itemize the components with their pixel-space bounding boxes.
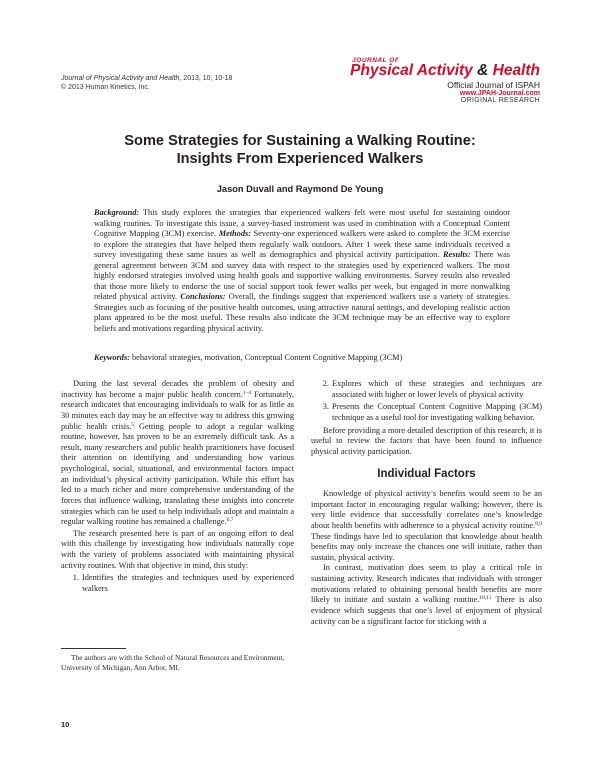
p5-text-a: In contrast, motivation does seem to play a critical role in sustaining activity. Research indicates that individuals with stronger motivations related to obtaining personal health benefits are more likely to initiate and sustain a walking routine. xyxy=(311,563,542,605)
results-text: There was general agreement between 3CM and survey data with respect to the strategies used by experienced walkers. The most highly endorsed strategies involved using health goals and supportive walking environments. Survey results also revealed that those more likely to endorse the use of social support took fewer walks per week, but engaged in more nonwalking related physical activity. xyxy=(94,250,511,301)
copyright: © 2013 Human Kinetics, Inc. xyxy=(61,84,150,91)
title-line-2: Insights From Experienced Walkers xyxy=(176,150,424,167)
intro-paragraph-2: The research presented here is part of an ongoing effort to deal with this challenge by investigating how individuals naturally cope with the variety of problems associated with maintaining physical activity routines. With that objective in mind, this study: xyxy=(61,528,294,570)
body-right-column xyxy=(311,379,542,627)
journal-citation xyxy=(61,74,232,92)
study-aims-list-continued xyxy=(311,379,542,424)
page-number: 10 xyxy=(61,720,70,729)
brand-main: Physical Activity xyxy=(350,62,473,79)
list-item: 3. Presents the Conceptual Content Cognitive Mapping (3CM) technique as a useful tool for investigating walking behavior. xyxy=(331,402,542,423)
article-section: ORIGINAL RESEARCH xyxy=(460,97,540,104)
body-left-column xyxy=(61,379,294,597)
p1-text-c: Getting people to adopt a regular walking routine, however, has proven to be an extremely difficult task. As a result, many researchers and public health practitioners have focused their attention on identifying and understanding how various psychological, social, situational, and environmental factors impact an individual’s physical activity participation. While this effort has led to a much richer and more comprehensive understanding of the forces that influence walking, translating these insights into concrete strategies which can be used to help individuals adopt and maintain a regular walking routine has remained a challenge. xyxy=(61,421,294,527)
brand-amp: & xyxy=(477,62,489,79)
citation-ref: 8,9 xyxy=(535,520,542,527)
transition-paragraph: Before providing a more detailed description of this research, it is useful to review the factors that have been found to influence physical activity participation. xyxy=(311,425,542,456)
list-item: 1. Identifies the strategies and techniques used by experienced walkers xyxy=(81,573,294,594)
methods-label: Methods: xyxy=(218,229,251,238)
motivation-paragraph xyxy=(311,563,542,627)
masthead-journal-of: JOURNAL OF xyxy=(352,57,400,64)
citation-ref: 5 xyxy=(131,421,135,428)
keywords-text: behavioral strategies, motivation, Conceptual Content Cognitive Mapping (3CM) xyxy=(129,353,403,362)
keywords xyxy=(94,353,510,364)
footnote-rule xyxy=(61,648,126,649)
knowledge-paragraph xyxy=(311,489,542,563)
masthead-brand xyxy=(350,63,540,79)
p5-text-b: There is also evidence which suggests that one’s level of enjoyment of physical activity can be a significant factor for sticking with a xyxy=(311,595,542,626)
section-heading: Individual Factors xyxy=(377,468,476,481)
keywords-label: Keywords: xyxy=(94,353,130,362)
background-label: Background: xyxy=(94,208,140,217)
methods-text: Seventy-one experienced walkers were asked to complete the 3CM exercise to explore the strategies that have helped them regularly walk outdoors. After 1 week these same individuals received a survey investigating these same issues as well as demographics and physical activity participation. xyxy=(94,229,510,259)
abstract xyxy=(94,208,510,334)
article-authors: Jason Duvall and Raymond De Young xyxy=(216,184,384,194)
journal-website: www.JPAH-Journal.com xyxy=(459,90,540,97)
title-line-1: Some Strategies for Sustaining a Walking Routine: xyxy=(124,133,476,149)
list-item: 2. Explores which of these strategies and techniques are associated with higher or lower levels of physical activity xyxy=(331,379,542,400)
citation-issue: , 2013, 10, 10-18 xyxy=(179,75,233,82)
citation-ref: 10,11 xyxy=(479,595,492,602)
results-label: Results: xyxy=(443,250,471,259)
citation-ref: 1–4 xyxy=(242,389,252,396)
journal-masthead xyxy=(350,57,540,104)
brand-end: Health xyxy=(492,62,540,79)
article-title xyxy=(60,133,540,168)
conclusions-text: Overall, the findings suggest that experienced walkers use a variety of strategies. Strategies such as focusing of the positive health outcomes, using attractive natural settings, and developing realistic action plans appeared to be the most useful. These results also indicate the 3CM technique may be an effective way to explore beliefs and motivations regarding physical activity. xyxy=(94,292,511,333)
p1-text-b: Fortunately, research indicates that encouraging individuals to walk for as little as 30 minutes each day may be an effective way to address this growing public health crisis. xyxy=(61,389,294,431)
p4-text-b: These findings have led to speculation that knowledge about health benefits may only increase the chances one will initiate, rather than sustain, physical activity. xyxy=(311,531,542,562)
author-footnote: The authors are with the School of Natural Resources and Environment, University of Michigan, Ann Arbor, MI. xyxy=(61,653,285,672)
p1-text-a: During the last several decades the problem of obesity and inactivity has become a major public health concern. xyxy=(61,379,294,399)
citation-journal: Journal of Physical Activity and Health xyxy=(61,75,180,82)
conclusions-label: Conclusions: xyxy=(180,292,226,301)
background-text: This study explores the strategies that experienced walkers felt were most useful for sustaining outdoor walking routines. To investigate this issue, a survey-based instrument was used in combination with a Conceptual Content Cognitive Mapping (3CM) exercise. xyxy=(94,208,510,238)
p4-text-a: Knowledge of physical activity’s benefits would seem to be an important factor in encouraging regular walking; however, there is very little evidence that successfully correlates one’s knowledge about health benefits with adherence to a physical activity routine. xyxy=(311,489,542,530)
intro-paragraph-1 xyxy=(61,379,294,528)
official-journal: Official Journal of ISPAH xyxy=(447,80,540,90)
study-aims-list xyxy=(61,573,294,594)
citation-ref: 6,7 xyxy=(226,517,234,524)
